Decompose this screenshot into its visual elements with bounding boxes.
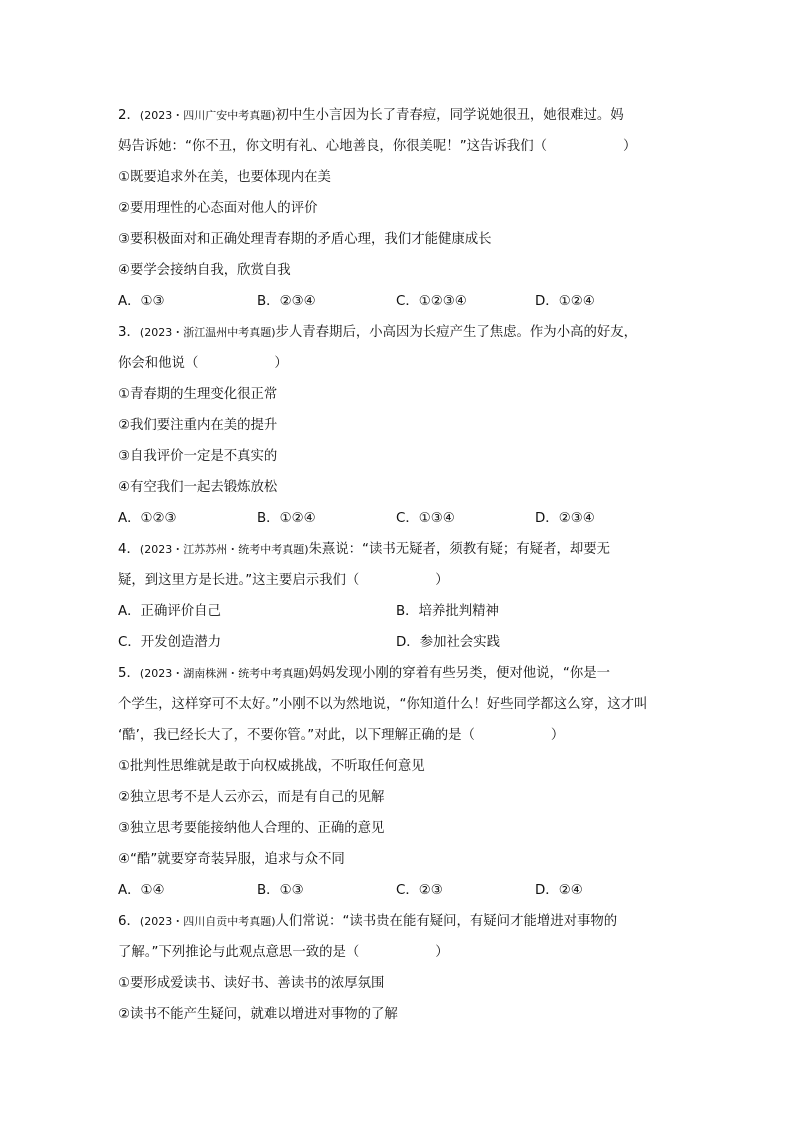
question-text: 朱熹说：“读书无疑者，须教有疑；有疑者，却要无 <box>308 542 611 557</box>
option-a: A．①④ <box>118 883 165 898</box>
question-text: 步人青春期后，小高因为长痘产生了焦虑。作为小高的好友， <box>275 325 638 340</box>
statement: ③独立思考要能接纳他人合理的、正确的意见 <box>118 821 385 836</box>
question-stem <box>118 348 678 379</box>
question-source: (2023・浙江温州中考真题) <box>139 326 276 339</box>
statement: ②读书不能产生疑问，就难以增进对事物的了解 <box>118 1007 398 1022</box>
option-c: C．①②③④ <box>396 294 467 309</box>
statement: ①批判性思维就是敢于向权威挑战，不听取任何意见 <box>118 759 425 774</box>
answer-options <box>118 875 678 906</box>
option-b: B．①②④ <box>257 511 316 526</box>
question-5 <box>118 658 678 906</box>
question-stem <box>118 720 678 751</box>
answer-options <box>118 286 678 317</box>
option-c: C．开发创造潜力 <box>118 635 222 650</box>
closing-paren: ） <box>435 945 449 960</box>
option-a: A．①③ <box>118 294 165 309</box>
statement: ①既要追求外在美，也要体现内在美 <box>118 170 331 185</box>
statement: ④要学会接纳自我，欣赏自我 <box>118 263 291 278</box>
question-text: 疑，到这里方是长进。”这主要启示我们（ <box>118 573 360 588</box>
question-stem <box>118 317 678 348</box>
question-2 <box>118 100 678 317</box>
question-source: (2023・湖南株洲・统考中考真题) <box>139 667 309 680</box>
closing-paren: ） <box>550 728 565 743</box>
question-source: (2023・四川自贡中考真题) <box>139 915 276 928</box>
option-a: A．①②③ <box>118 511 177 526</box>
question-source: (2023・四川广安中考真题) <box>139 109 276 122</box>
answer-options <box>118 596 678 627</box>
question-stem <box>118 565 678 596</box>
statement: ③自我评价一定是不真实的 <box>118 449 278 464</box>
closing-paren: ） <box>622 139 637 154</box>
answer-options <box>118 503 678 534</box>
question-text: 了解。”下列推论与此观点意思一致的是（ <box>118 945 360 960</box>
option-b: B．①③ <box>257 883 304 898</box>
option-d: D．②④ <box>535 883 583 898</box>
statement: ②我们要注重内在美的提升 <box>118 418 278 433</box>
question-text: 妈告诉她：“你不丑，你文明有礼、心地善良，你很美呢！”这告诉我们（ <box>118 139 547 154</box>
option-d: D．①②④ <box>535 294 595 309</box>
question-stem <box>118 534 678 565</box>
question-source: (2023・江苏苏州・统考中考真题) <box>139 543 309 556</box>
statement: ①青春期的生理变化很正常 <box>118 387 278 402</box>
question-text: ‘酷’，我已经长大了，不要你管。”对此，以下理解正确的是（ <box>118 728 475 743</box>
question-number: 3． <box>118 325 140 340</box>
question-number: 5． <box>118 666 140 681</box>
option-c: C．①③④ <box>396 511 455 526</box>
question-stem <box>118 131 678 162</box>
option-b: B．②③④ <box>257 294 316 309</box>
option-d: D．参加社会实践 <box>396 635 501 650</box>
question-text: 初中生小言因为长了青春痘，同学说她很丑，她很难过。妈 <box>275 108 624 123</box>
question-text: 妈妈发现小刚的穿着有些另类，便对他说，“你是一 <box>308 666 611 681</box>
question-number: 6． <box>118 914 140 929</box>
closing-paren: ） <box>435 573 449 588</box>
question-stem: 个学生，这样穿可不太好。”小刚不以为然地说，“你知道什么！好些同学都这么穿，这才叫 <box>118 697 648 712</box>
question-4 <box>118 534 678 658</box>
answer-options <box>118 627 678 658</box>
option-d: D．②③④ <box>535 511 595 526</box>
statement: ④有空我们一起去锻炼放松 <box>118 480 278 495</box>
statement: ③要积极面对和正确处理青春期的矛盾心理，我们才能健康成长 <box>118 232 492 247</box>
statement: ①要形成爱读书、读好书、善读书的浓厚氛围 <box>118 976 385 991</box>
question-3 <box>118 317 678 534</box>
question-list <box>118 100 678 1030</box>
option-c: C．②③ <box>396 883 443 898</box>
statement: ②要用理性的心态面对他人的评价 <box>118 201 318 216</box>
question-stem <box>118 658 678 689</box>
question-stem <box>118 100 678 131</box>
question-number: 2． <box>118 108 140 123</box>
question-text: 人们常说：“读书贵在能有疑问，有疑问才能增进对事物的 <box>275 914 618 929</box>
question-text: 你会和他说（ <box>118 356 199 371</box>
option-b: B．培养批判精神 <box>396 604 499 619</box>
question-6 <box>118 906 678 1030</box>
closing-paren: ） <box>274 356 288 371</box>
question-stem <box>118 906 678 937</box>
question-stem <box>118 937 678 968</box>
statement: ④“酷”就要穿奇装异服，追求与众不同 <box>118 852 345 867</box>
option-a: A．正确评价自己 <box>118 604 221 619</box>
question-number: 4． <box>118 542 140 557</box>
statement: ②独立思考不是人云亦云，而是有自己的见解 <box>118 790 385 805</box>
